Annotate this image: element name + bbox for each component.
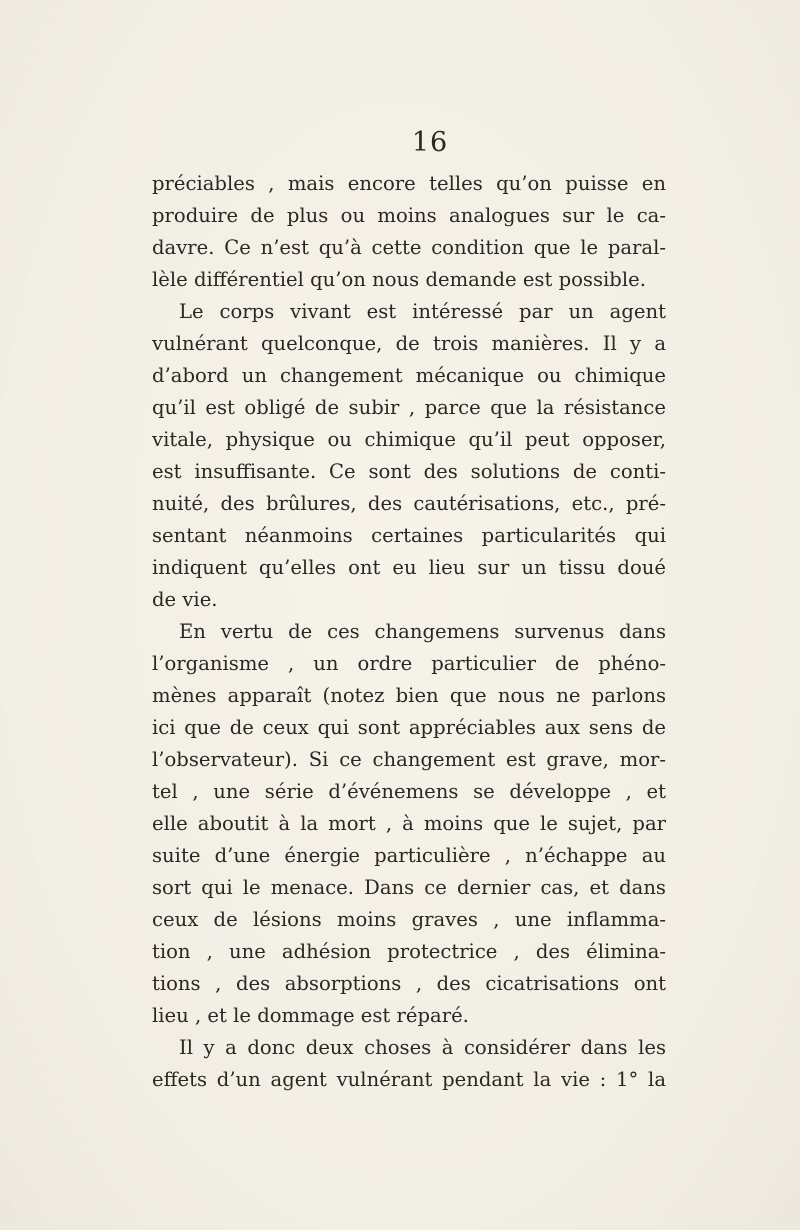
- page-number: 16: [411, 127, 449, 158]
- text-line: Il y a donc deux choses à considérer dans les: [179, 1036, 666, 1059]
- text-line: elle aboutit à la mort , à moins que le sujet, par: [152, 812, 666, 835]
- text-line: mènes apparaît (notez bien que nous ne parlons: [152, 684, 666, 707]
- text-line: nuité, des brûlures, des cautérisations, etc., pré-: [152, 492, 666, 515]
- text-line: ici que de ceux qui sont appréciables aux sens de: [152, 716, 666, 739]
- text-line: tion , une adhésion protectrice , des élimina-: [152, 940, 666, 963]
- text-line: effets d’un agent vulnérant pendant la vie : 1° la: [152, 1068, 666, 1091]
- text-line: lèle différentiel qu’on nous demande est possible.: [152, 268, 646, 291]
- text-line: ceux de lésions moins graves , une inflamma-: [152, 908, 666, 931]
- text-line: l’observateur). Si ce changement est grave, mor-: [152, 748, 666, 771]
- text-line: d’abord un changement mécanique ou chimique: [152, 364, 666, 387]
- text-line: qu’il est obligé de subir , parce que la résistance: [152, 396, 666, 419]
- text-line: est insuffisante. Ce sont des solutions de conti-: [152, 460, 666, 483]
- text-line: indiquent qu’elles ont eu lieu sur un tissu doué: [152, 556, 666, 579]
- text-line: l’organisme , un ordre particulier de phéno-: [152, 652, 666, 675]
- body-text: [152, 168, 666, 1096]
- text-line: lieu , et le dommage est réparé.: [152, 1004, 469, 1027]
- text-line: tions , des absorptions , des cicatrisations ont: [152, 972, 666, 995]
- text-line: de vie.: [152, 588, 218, 611]
- text-line: préciables , mais encore telles qu’on puisse en: [152, 172, 666, 195]
- text-line: produire de plus ou moins analogues sur le ca-: [152, 204, 666, 227]
- text-line: suite d’une énergie particulière , n’échappe au: [152, 844, 666, 867]
- text-line: sort qui le menace. Dans ce dernier cas, et dans: [152, 876, 666, 899]
- text-line: Le corps vivant est intéressé par un agent: [179, 300, 666, 323]
- text-line: davre. Ce n’est qu’à cette condition que le paral-: [152, 236, 666, 259]
- text-line: vitale, physique ou chimique qu’il peut opposer,: [152, 428, 666, 451]
- text-line: vulnérant quelconque, de trois manières. Il y a: [152, 332, 666, 355]
- text-line: En vertu de ces changemens survenus dans: [179, 620, 666, 643]
- text-line: sentant néanmoins certaines particularités qui: [152, 524, 666, 547]
- text-line: tel , une série d’événemens se développe , et: [152, 780, 666, 803]
